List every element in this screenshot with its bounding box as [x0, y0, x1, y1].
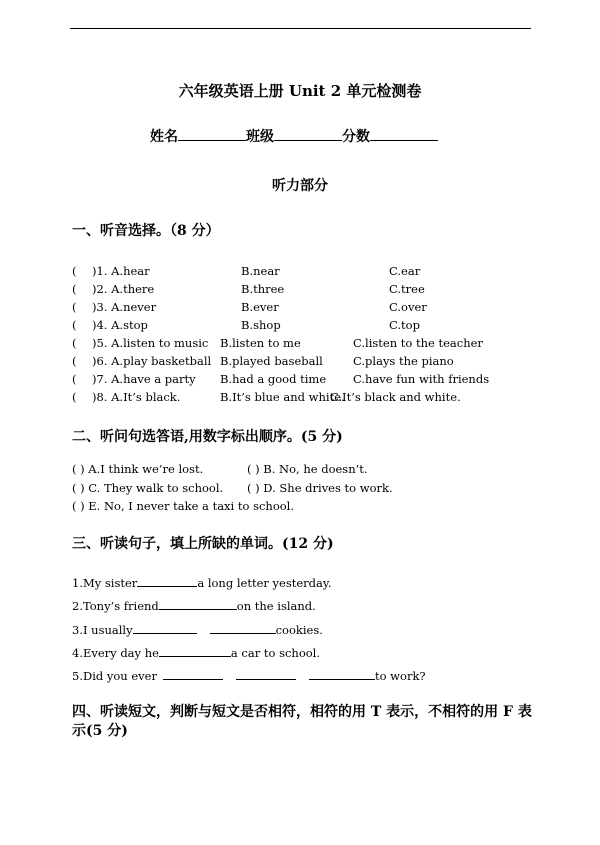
- sentence-end: a long letter yesterday.: [197, 576, 332, 590]
- sentence-end: cookies.: [275, 623, 323, 637]
- list-item: [0, 462, 600, 478]
- blank-input[interactable]: [159, 598, 237, 610]
- option-b: B.three: [241, 282, 285, 296]
- answer-paren[interactable]: (: [72, 354, 77, 368]
- option-b: B.It’s blue and white.: [220, 390, 345, 404]
- option-b: B.had a good time: [220, 372, 327, 386]
- match-a: ( ) A.I think we’re lost.: [72, 462, 204, 476]
- option-b: B.near: [241, 264, 280, 278]
- sentence-end: to work?: [374, 669, 426, 683]
- list-item: [0, 300, 600, 316]
- sentence-start: 3.I usually: [72, 623, 133, 637]
- answer-paren[interactable]: (: [72, 372, 77, 386]
- option-a: )3. A.never: [92, 300, 157, 314]
- blank-input[interactable]: [309, 668, 375, 680]
- score-label: 分数: [342, 129, 370, 145]
- section-2-heading: 二、听问句选答语,用数字标出顺序。(5 分): [72, 429, 343, 445]
- match-a: ( ) E. No, I never take a taxi to school.: [72, 499, 294, 513]
- option-a: )8. A.It’s black.: [92, 390, 181, 404]
- match-b: ( ) B. No, he doesn’t.: [247, 462, 368, 476]
- list-item: [0, 372, 600, 388]
- list-item: [0, 481, 600, 497]
- option-c: C.ear: [389, 264, 421, 278]
- fill-line: [72, 645, 320, 660]
- list-item: [0, 499, 600, 515]
- blank-input[interactable]: [163, 668, 223, 680]
- answer-paren[interactable]: (: [72, 282, 77, 296]
- list-item: [0, 264, 600, 280]
- option-c: C.top: [389, 318, 420, 332]
- answer-paren[interactable]: (: [72, 264, 77, 278]
- list-item: [0, 282, 600, 298]
- fill-line: [72, 598, 316, 613]
- option-c: C.It’s black and white.: [330, 390, 461, 404]
- answer-paren[interactable]: (: [72, 300, 77, 314]
- option-a: )4. A.stop: [92, 318, 148, 332]
- list-item: [0, 390, 600, 406]
- option-a: )5. A.listen to music: [92, 336, 209, 350]
- option-a: )6. A.play basketball: [92, 354, 212, 368]
- option-c: C.tree: [389, 282, 425, 296]
- option-c: C.have fun with friends: [353, 372, 490, 386]
- score-field[interactable]: [370, 126, 438, 141]
- section-3-heading: 三、听读句子，填上所缺的单词。(12 分): [72, 536, 334, 552]
- sentence-end: on the island.: [236, 599, 316, 613]
- section-4-heading: 四、听读短文，判断与短文是否相符，相符的用 T 表示，不相符的用 F 表示(5 分): [72, 704, 532, 739]
- option-c: C.plays the piano: [353, 354, 454, 368]
- class-label: 班级: [246, 129, 274, 145]
- list-item: [0, 354, 600, 370]
- option-a: )2. A.there: [92, 282, 155, 296]
- blank-input[interactable]: [137, 575, 197, 587]
- blank-input[interactable]: [159, 645, 231, 657]
- option-b: B.shop: [241, 318, 281, 332]
- option-a: )1. A.hear: [92, 264, 150, 278]
- section-1-heading: 一、听音选择。（8 分）: [72, 223, 220, 239]
- part-heading: 听力部分: [272, 178, 328, 194]
- name-field[interactable]: [178, 126, 246, 141]
- class-field[interactable]: [274, 126, 342, 141]
- sentence-start: 4.Every day he: [72, 646, 159, 660]
- sentence-start: 5.Did you ever: [72, 669, 157, 683]
- option-c: C.over: [389, 300, 427, 314]
- answer-paren[interactable]: (: [72, 390, 77, 404]
- fill-line: [72, 668, 426, 683]
- option-c: C.listen to the teacher: [353, 336, 483, 350]
- blank-input[interactable]: [210, 622, 276, 634]
- option-a: )7. A.have a party: [92, 372, 196, 386]
- list-item: [0, 318, 600, 334]
- blank-input[interactable]: [236, 668, 296, 680]
- name-label: 姓名: [150, 129, 178, 145]
- blank-input[interactable]: [133, 622, 197, 634]
- answer-paren[interactable]: (: [72, 318, 77, 332]
- page-title: 六年级英语上册 Unit 2 单元检测卷: [178, 82, 422, 100]
- student-info: [150, 126, 438, 146]
- option-b: B.ever: [241, 300, 279, 314]
- header-rule: [70, 28, 531, 29]
- option-b: B.listen to me: [220, 336, 301, 350]
- fill-line: [72, 575, 332, 590]
- answer-paren[interactable]: (: [72, 336, 77, 350]
- sentence-start: 1.My sister: [72, 576, 138, 590]
- match-a: ( ) C. They walk to school.: [72, 481, 224, 495]
- fill-line: [72, 622, 323, 637]
- match-b: ( ) D. She drives to work.: [247, 481, 393, 495]
- option-b: B.played baseball: [220, 354, 323, 368]
- list-item: [0, 336, 600, 352]
- sentence-start: 2.Tony’s friend: [72, 599, 159, 613]
- sentence-end: a car to school.: [230, 646, 320, 660]
